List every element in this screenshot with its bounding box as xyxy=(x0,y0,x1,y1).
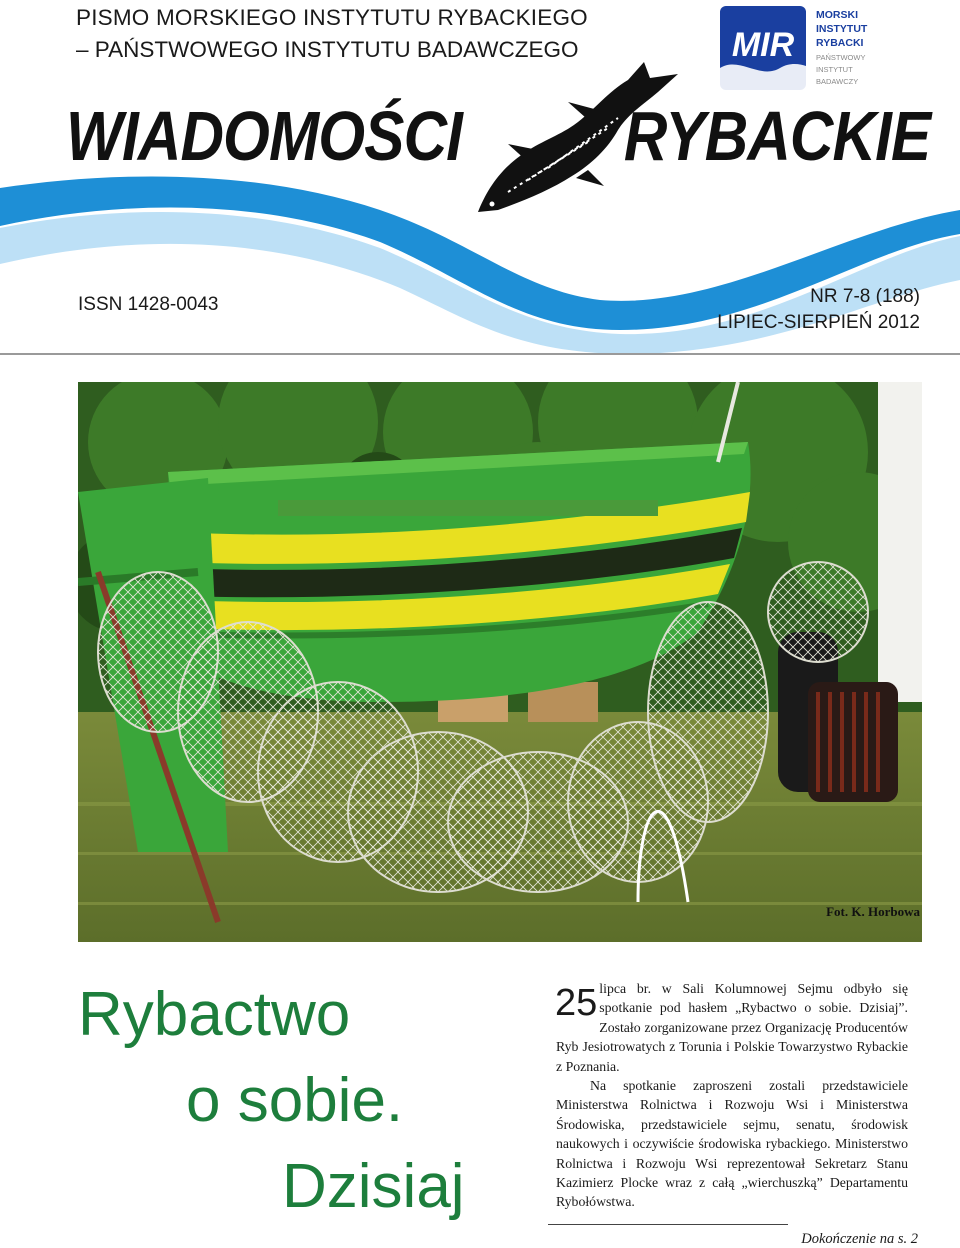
issn-number: ISSN 1428-0043 xyxy=(78,294,219,315)
continuation-note: Dokończenie na s. 2 xyxy=(801,1231,918,1247)
publisher-line-2: – PAŃSTWOWEGO INSTYTUTU BADAWCZEGO xyxy=(76,37,579,62)
logo-line: INSTYTUT xyxy=(816,23,868,35)
mir-logo xyxy=(720,6,890,90)
cover-photo xyxy=(78,382,922,942)
logo-line: MORSKI xyxy=(816,9,858,21)
logo-line: PAŃSTWOWY xyxy=(816,53,866,62)
article-body xyxy=(556,979,908,1212)
continuation-divider xyxy=(548,1224,788,1225)
headline-line-3: Dzisiaj xyxy=(282,1152,465,1221)
drop-cap: 25 xyxy=(555,982,598,1024)
issue-date: LIPIEC-SIERPIEŃ 2012 xyxy=(717,312,920,333)
logo-abbrev: MIR xyxy=(731,26,795,64)
fish-emblem xyxy=(468,52,688,222)
article-paragraph-1-text: lipca br. w Sali Kolumnowej Sejmu odbyło się spotkanie pod hasłem „Rybactwo o sobie. Dzisiaj”. Zostało zorganizowane przez Organizację Producentów Ryb Jesiotrowatych z Torunia i Polskie Towarzystwo Rybackie z Poznania. xyxy=(556,981,908,1074)
masthead-title-right: RYBACKIE xyxy=(623,97,930,175)
boat-illustration xyxy=(78,382,922,942)
article-paragraph-1 xyxy=(556,979,908,1076)
headline-line-2: o sobie. xyxy=(186,1066,404,1135)
article-paragraph-2: Na spotkanie zaproszeni zostali przedstawiciele Ministerstwa Rolnictwa i Rozwoju Wsi i Ministerstwa Środowiska, przedstawiciele sejmu, senatu, środowisk naukowych i oczywiście środowiska rybackiego. Ministerstwo Rolnictwa i Rozwoju Wsi reprezentował Sekretarz Stanu Kazimierz Plocke wraz z całą „wierchuszką” Departamentu Rybołówstwa. xyxy=(556,1078,908,1210)
logo-line: BADAWCZY xyxy=(816,77,859,86)
logo-line: INSTYTUT xyxy=(816,65,853,74)
masthead-title-left: WIADOMOŚCI xyxy=(66,97,463,175)
issue-number: NR 7-8 (188) xyxy=(810,286,920,307)
publisher-line-1: PISMO MORSKIEGO INSTYTUTU RYBACKIEGO xyxy=(76,5,588,30)
headline-line-1: Rybactwo xyxy=(78,980,351,1049)
logo-line: RYBACKI xyxy=(816,37,864,49)
header-divider xyxy=(0,353,960,355)
photo-credit: Fot. K. Horbowa xyxy=(826,904,920,919)
